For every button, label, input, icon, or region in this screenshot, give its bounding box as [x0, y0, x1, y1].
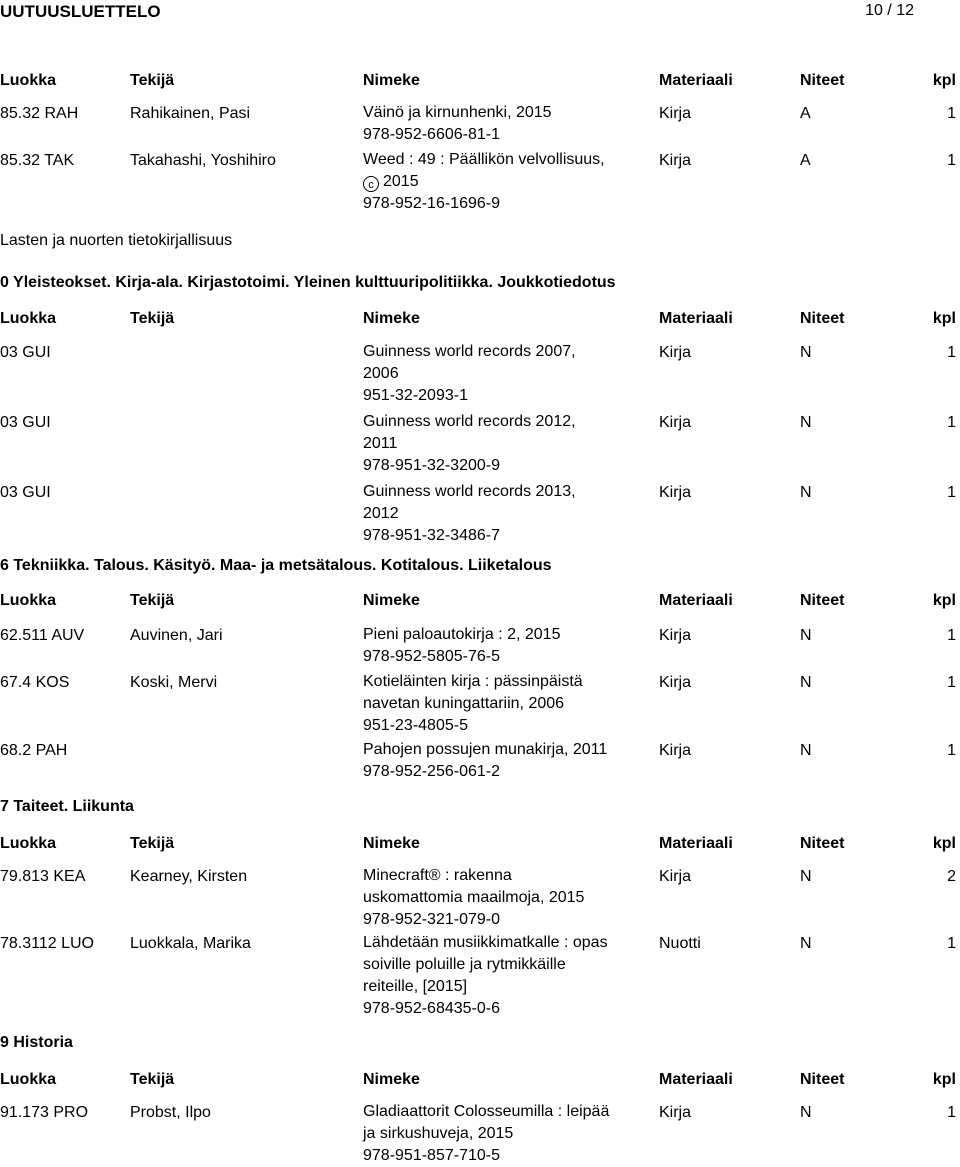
- column-header-materiaali: Materiaali: [659, 592, 733, 609]
- row-luokka: 85.32 RAH: [0, 105, 79, 122]
- row-materiaali: Kirja: [659, 674, 692, 691]
- column-header-luokka: Luokka: [0, 835, 57, 852]
- nimeke-line: Pieni paloautokirja : 2, 2015: [363, 626, 561, 643]
- row-tekija: Rahikainen, Pasi: [130, 105, 251, 122]
- column-header-niteet: Niteet: [800, 310, 845, 327]
- row-niteet: N: [800, 1104, 812, 1121]
- column-header-kpl: kpl: [932, 592, 956, 609]
- column-header-luokka: Luokka: [0, 310, 57, 327]
- nimeke-line: 978-952-321-079-0: [363, 911, 500, 928]
- column-header-tekija: Tekijä: [130, 835, 175, 852]
- row-kpl: 1: [947, 627, 956, 644]
- nimeke-line: Guinness world records 2012,: [363, 413, 576, 430]
- column-header-luokka: Luokka: [0, 592, 57, 609]
- nimeke-line: 2011: [363, 435, 398, 452]
- row-kpl: 1: [947, 414, 956, 431]
- row-kpl: 1: [947, 742, 956, 759]
- row-nimeke: [363, 149, 653, 215]
- row-kpl: 1: [947, 935, 956, 952]
- column-header-nimeke: Nimeke: [363, 310, 420, 327]
- column-header-tekija: Tekijä: [130, 1071, 175, 1088]
- column-header-nimeke: Nimeke: [363, 835, 420, 852]
- nimeke-line: 951-23-4805-5: [363, 717, 468, 734]
- row-niteet: N: [800, 935, 812, 952]
- section-title: 6 Tekniikka. Talous. Käsityö. Maa- ja metsätalous. Kotitalous. Liiketalous: [0, 557, 552, 574]
- row-nimeke: [363, 932, 653, 1020]
- nimeke-line: 978-952-6606-81-1: [363, 126, 500, 143]
- row-materiaali: Nuotti: [659, 935, 701, 952]
- column-header-nimeke: Nimeke: [363, 592, 420, 609]
- row-luokka: 03 GUI: [0, 484, 51, 501]
- row-tekija: Takahashi, Yoshihiro: [130, 152, 276, 169]
- nimeke-line: Väinö ja kirnunhenki, 2015: [363, 104, 552, 121]
- page-number: 10 / 12: [865, 2, 914, 19]
- row-nimeke: [363, 671, 653, 737]
- group-heading: Lasten ja nuorten tietokirjallisuus: [0, 232, 233, 249]
- column-header-nimeke: Nimeke: [363, 1071, 420, 1088]
- nimeke-line: reiteille, [2015]: [363, 978, 468, 995]
- column-header-nimeke: Nimeke: [363, 72, 420, 89]
- row-kpl: 1: [947, 674, 956, 691]
- page-title: UUTUUSLUETTELO: [0, 2, 161, 21]
- row-nimeke: [363, 102, 653, 146]
- row-tekija: Auvinen, Jari: [130, 627, 223, 644]
- column-header-materiaali: Materiaali: [659, 310, 733, 327]
- column-header-materiaali: Materiaali: [659, 1071, 733, 1088]
- row-kpl: 1: [947, 105, 956, 122]
- nimeke-line: 978-952-5805-76-5: [363, 648, 500, 665]
- nimeke-line: Gladiaattorit Colosseumilla : leipää: [363, 1103, 610, 1120]
- row-materiaali: Kirja: [659, 627, 692, 644]
- row-nimeke: [363, 1101, 653, 1167]
- column-header-niteet: Niteet: [800, 592, 845, 609]
- nimeke-line: navetan kuningattariin, 2006: [363, 695, 565, 712]
- column-header-materiaali: Materiaali: [659, 72, 733, 89]
- row-niteet: A: [800, 152, 811, 169]
- row-luokka: 62.511 AUV: [0, 627, 85, 644]
- column-header-niteet: Niteet: [800, 835, 845, 852]
- nimeke-line: 2006: [363, 365, 399, 382]
- copyright-icon: c: [363, 176, 379, 192]
- section-title: 0 Yleisteokset. Kirja-ala. Kirjastotoimi. Yleinen kulttuuripolitiikka. Joukkotiedotus: [0, 274, 616, 291]
- column-header-materiaali: Materiaali: [659, 835, 733, 852]
- nimeke-line: Guinness world records 2013,: [363, 483, 576, 500]
- row-tekija: Luokkala, Marika: [130, 935, 251, 952]
- row-niteet: N: [800, 742, 812, 759]
- nimeke-line: c 2015: [363, 171, 653, 193]
- row-niteet: N: [800, 674, 812, 691]
- row-materiaali: Kirja: [659, 152, 692, 169]
- nimeke-line: 978-951-32-3486-7: [363, 527, 500, 544]
- row-niteet: N: [800, 414, 812, 431]
- column-header-tekija: Tekijä: [130, 592, 175, 609]
- column-header-luokka: Luokka: [0, 1071, 57, 1088]
- column-header-niteet: Niteet: [800, 1071, 845, 1088]
- row-materiaali: Kirja: [659, 742, 692, 759]
- row-luokka: 03 GUI: [0, 414, 51, 431]
- nimeke-line: Minecraft® : rakenna: [363, 867, 512, 884]
- row-kpl: 2: [947, 868, 956, 885]
- row-nimeke: [363, 341, 653, 407]
- row-materiaali: Kirja: [659, 105, 692, 122]
- row-niteet: N: [800, 344, 812, 361]
- row-luokka: 67.4 KOS: [0, 674, 70, 691]
- row-luokka: 85.32 TAK: [0, 152, 75, 169]
- nimeke-line: soiville poluille ja rytmikkäille: [363, 956, 566, 973]
- nimeke-line: 2012: [363, 505, 399, 522]
- row-luokka: 79.813 KEA: [0, 868, 86, 885]
- section-title: 9 Historia: [0, 1034, 73, 1051]
- nimeke-line: 978-952-16-1696-9: [363, 195, 500, 212]
- nimeke-line: Lähdetään musiikkimatkalle : opas: [363, 934, 608, 951]
- row-luokka: 03 GUI: [0, 344, 51, 361]
- row-kpl: 1: [947, 1104, 956, 1121]
- row-materiaali: Kirja: [659, 484, 692, 501]
- row-nimeke: [363, 624, 653, 668]
- column-header-tekija: Tekijä: [130, 72, 175, 89]
- nimeke-line: Kotieläinten kirja : pässinpäistä: [363, 673, 583, 690]
- nimeke-line: Guinness world records 2007,: [363, 343, 576, 360]
- column-header-kpl: kpl: [932, 835, 956, 852]
- column-header-luokka: Luokka: [0, 72, 57, 89]
- row-niteet: N: [800, 868, 812, 885]
- row-nimeke: [363, 739, 653, 783]
- section-title: 7 Taiteet. Liikunta: [0, 798, 134, 815]
- row-materiaali: Kirja: [659, 1104, 692, 1121]
- row-niteet: N: [800, 484, 812, 501]
- row-kpl: 1: [947, 484, 956, 501]
- column-header-tekija: Tekijä: [130, 310, 175, 327]
- row-luokka: 78.3112 LUO: [0, 935, 94, 952]
- nimeke-line: Pahojen possujen munakirja, 2011: [363, 741, 608, 758]
- row-tekija: Koski, Mervi: [130, 674, 218, 691]
- column-header-kpl: kpl: [932, 72, 956, 89]
- row-kpl: 1: [947, 344, 956, 361]
- nimeke-line: 978-951-32-3200-9: [363, 457, 500, 474]
- nimeke-line: 951-32-2093-1: [363, 387, 468, 404]
- row-nimeke: [363, 411, 653, 477]
- row-materiaali: Kirja: [659, 414, 692, 431]
- row-tekija: Kearney, Kirsten: [130, 868, 248, 885]
- row-nimeke: [363, 865, 653, 931]
- nimeke-line: uskomattomia maailmoja, 2015: [363, 889, 585, 906]
- row-materiaali: Kirja: [659, 344, 692, 361]
- row-tekija: Probst, Ilpo: [130, 1104, 211, 1121]
- nimeke-line: 978-952-68435-0-6: [363, 1000, 500, 1017]
- row-materiaali: Kirja: [659, 868, 692, 885]
- row-kpl: 1: [947, 152, 956, 169]
- nimeke-line: ja sirkushuveja, 2015: [363, 1125, 514, 1142]
- row-luokka: 68.2 PAH: [0, 742, 68, 759]
- nimeke-line: 978-951-857-710-5: [363, 1147, 500, 1164]
- row-niteet: A: [800, 105, 811, 122]
- nimeke-line: 978-952-256-061-2: [363, 763, 500, 780]
- column-header-kpl: kpl: [932, 1071, 956, 1088]
- column-header-niteet: Niteet: [800, 72, 845, 89]
- column-header-kpl: kpl: [932, 310, 956, 327]
- row-niteet: N: [800, 627, 812, 644]
- row-nimeke: [363, 481, 653, 547]
- nimeke-line: Weed : 49 : Päällikön velvollisuus,: [363, 151, 605, 168]
- row-luokka: 91.173 PRO: [0, 1104, 89, 1121]
